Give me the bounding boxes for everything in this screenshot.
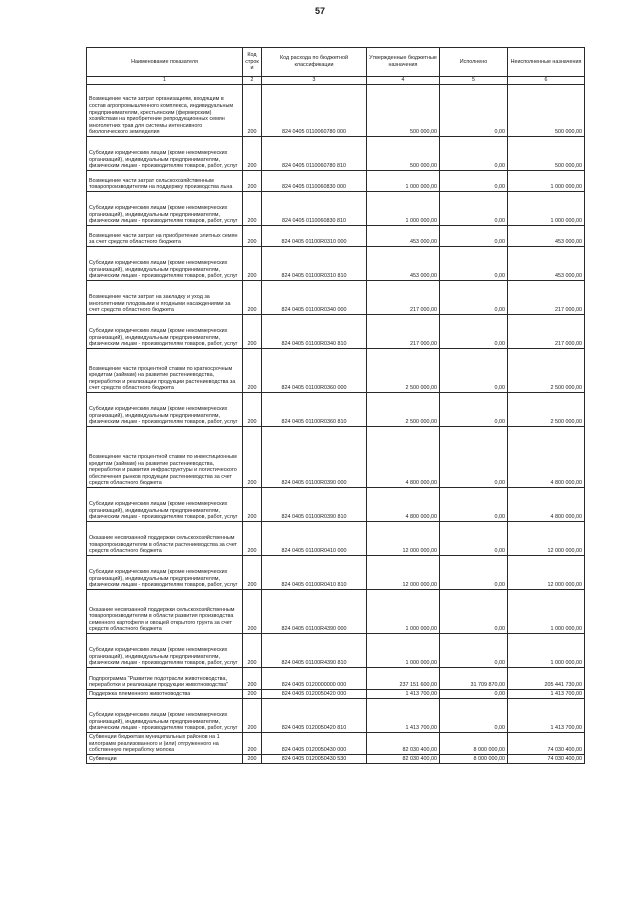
row-name: Возмещение части затрат организациям, входящим в состав агропромышленного комплекса, индивидуальным предпринимателям, крестьянским (фермерским) хозяйствам на приобретение репродукционных семян многолетних трав для системы интенсивного биологического земледелия xyxy=(87,85,243,137)
row-rest: 74 030 400,00 xyxy=(508,755,585,764)
table-row xyxy=(87,393,585,427)
row-budget-code: 824 0405 0110060830 810 xyxy=(262,192,367,226)
table-row xyxy=(87,192,585,226)
col-header-line: Код строк и xyxy=(243,48,262,77)
row-done: 0,00 xyxy=(440,427,508,488)
row-budget-code: 824 0405 0110060780 810 xyxy=(262,137,367,171)
row-name: Возмещение части затрат сельскохозяйственным товаропроизводителям на поддержку производства льна xyxy=(87,171,243,192)
row-approved: 217 000,00 xyxy=(367,281,440,315)
row-rest: 453 000,00 xyxy=(508,226,585,247)
table-row xyxy=(87,427,585,488)
table-row xyxy=(87,668,585,690)
table-row xyxy=(87,690,585,699)
row-line-code: 200 xyxy=(243,137,262,171)
row-name: Возмещение части процентной ставки по инвестиционным кредитам (займам) на развитие растениеводства, переработки и развития инфраструктуры и логистического обеспечения рынков продукции растениеводства за счет средств областного бюджета xyxy=(87,427,243,488)
row-approved: 217 000,00 xyxy=(367,315,440,349)
row-rest: 1 413 700,00 xyxy=(508,690,585,699)
row-budget-code: 824 0405 01100R0360 810 xyxy=(262,393,367,427)
row-line-code: 200 xyxy=(243,755,262,764)
row-budget-code: 824 0405 0120000000 000 xyxy=(262,668,367,690)
row-name: Субсидии юридическим лицам (кроме некоммерческих организаций), индивидуальным предпринимателям, физическим лицам - производителям товаров, работ, услуг xyxy=(87,556,243,590)
row-line-code: 200 xyxy=(243,427,262,488)
row-done: 8 000 000,00 xyxy=(440,755,508,764)
col-index: 1 xyxy=(87,77,243,85)
row-name: Субсидии юридическим лицам (кроме некоммерческих организаций), индивидуальным предпринимателям, физическим лицам - производителям товаров, работ, услуг xyxy=(87,315,243,349)
row-approved: 1 413 700,00 xyxy=(367,699,440,733)
row-name: Субвенции xyxy=(87,755,243,764)
row-budget-code: 824 0405 01100R0410 000 xyxy=(262,522,367,556)
table-row xyxy=(87,522,585,556)
row-line-code: 200 xyxy=(243,668,262,690)
row-line-code: 200 xyxy=(243,85,262,137)
row-approved: 500 000,00 xyxy=(367,85,440,137)
row-rest: 2 500 000,00 xyxy=(508,349,585,393)
row-approved: 12 000 000,00 xyxy=(367,522,440,556)
row-budget-code: 824 0405 01100R0390 000 xyxy=(262,427,367,488)
row-budget-code: 824 0405 0120050420 000 xyxy=(262,690,367,699)
row-line-code: 200 xyxy=(243,247,262,281)
row-name: Возмещение части затрат на приобретение элитных семян за счет средств областного бюджета xyxy=(87,226,243,247)
row-done: 0,00 xyxy=(440,488,508,522)
row-approved: 4 800 000,00 xyxy=(367,488,440,522)
row-line-code: 200 xyxy=(243,556,262,590)
col-index: 4 xyxy=(367,77,440,85)
row-approved: 2 500 000,00 xyxy=(367,349,440,393)
row-budget-code: 824 0405 01100R0360 000 xyxy=(262,349,367,393)
row-budget-code: 824 0405 01100R0310 810 xyxy=(262,247,367,281)
col-header-rest: Неисполненные назначения xyxy=(508,48,585,77)
row-budget-code: 824 0405 01100R0390 810 xyxy=(262,488,367,522)
row-name: Возмещение части процентной ставки по краткосрочным кредитам (займам) на развитие растениеводства, переработки и реализации продукции растениеводства за счет средств областного бюджета xyxy=(87,349,243,393)
row-line-code: 200 xyxy=(243,315,262,349)
row-budget-code: 824 0405 01100R4390 810 xyxy=(262,634,367,668)
row-rest: 1 413 700,00 xyxy=(508,699,585,733)
row-done: 0,00 xyxy=(440,349,508,393)
row-rest: 500 000,00 xyxy=(508,85,585,137)
row-done: 0,00 xyxy=(440,137,508,171)
row-line-code: 200 xyxy=(243,171,262,192)
row-budget-code: 824 0405 0110060830 000 xyxy=(262,171,367,192)
table-row xyxy=(87,137,585,171)
row-done: 0,00 xyxy=(440,192,508,226)
row-approved: 1 000 000,00 xyxy=(367,634,440,668)
budget-execution-table xyxy=(86,47,585,764)
row-name: Оказание несвязанной поддержки сельскохозяйственным товаропроизводителям в области развития производства семенного картофеля и овощей открытого грунта за счет средств областного бюджета xyxy=(87,590,243,634)
row-approved: 4 800 000,00 xyxy=(367,427,440,488)
row-budget-code: 824 0405 01100R4390 000 xyxy=(262,590,367,634)
row-budget-code: 824 0405 0120050430 530 xyxy=(262,755,367,764)
row-budget-code: 824 0405 0110060780 000 xyxy=(262,85,367,137)
row-done: 0,00 xyxy=(440,315,508,349)
row-done: 0,00 xyxy=(440,171,508,192)
col-index: 6 xyxy=(508,77,585,85)
row-line-code: 200 xyxy=(243,699,262,733)
row-approved: 1 413 700,00 xyxy=(367,690,440,699)
row-rest: 217 000,00 xyxy=(508,281,585,315)
row-name: Субсидии юридическим лицам (кроме некоммерческих организаций), индивидуальным предпринимателям, физическим лицам - производителям товаров, работ, услуг xyxy=(87,192,243,226)
row-done: 0,00 xyxy=(440,226,508,247)
row-rest: 205 441 730,00 xyxy=(508,668,585,690)
row-done: 0,00 xyxy=(440,699,508,733)
row-approved: 82 030 400,00 xyxy=(367,733,440,755)
row-name: Субсидии юридическим лицам (кроме некоммерческих организаций), индивидуальным предпринимателям, физическим лицам - производителям товаров, работ, услуг xyxy=(87,488,243,522)
table-row xyxy=(87,488,585,522)
row-budget-code: 824 0405 01100R0340 000 xyxy=(262,281,367,315)
row-name: Субсидии юридическим лицам (кроме некоммерческих организаций), индивидуальным предпринимателям, физическим лицам - производителям товаров, работ, услуг xyxy=(87,137,243,171)
row-done: 0,00 xyxy=(440,590,508,634)
row-name: Подпрограмма "Развитие подотрасли животноводства, переработки и реализации продукции животноводства" xyxy=(87,668,243,690)
row-approved: 453 000,00 xyxy=(367,226,440,247)
table-row xyxy=(87,699,585,733)
row-approved: 12 000 000,00 xyxy=(367,556,440,590)
row-done: 0,00 xyxy=(440,281,508,315)
col-index: 3 xyxy=(262,77,367,85)
row-line-code: 200 xyxy=(243,393,262,427)
col-header-name: Наименование показателя xyxy=(87,48,243,77)
row-done: 0,00 xyxy=(440,393,508,427)
row-rest: 453 000,00 xyxy=(508,247,585,281)
row-name: Субсидии юридическим лицам (кроме некоммерческих организаций), индивидуальным предпринимателям, физическим лицам - производителям товаров, работ, услуг xyxy=(87,393,243,427)
row-line-code: 200 xyxy=(243,522,262,556)
row-rest: 4 800 000,00 xyxy=(508,427,585,488)
row-rest: 74 030 400,00 xyxy=(508,733,585,755)
row-approved: 1 000 000,00 xyxy=(367,590,440,634)
col-header-approved: Утвержденные бюджетные назначения xyxy=(367,48,440,77)
row-line-code: 200 xyxy=(243,488,262,522)
row-name: Возмещение части затрат на закладку и уход за многолетними плодовыми и ягодными насаждениями за счет средств областного бюджета xyxy=(87,281,243,315)
row-rest: 12 000 000,00 xyxy=(508,556,585,590)
table-row xyxy=(87,634,585,668)
row-line-code: 200 xyxy=(243,690,262,699)
row-approved: 1 000 000,00 xyxy=(367,192,440,226)
row-name: Субвенции бюджетам муниципальных районов на 1 килограмм реализованного и (или) отгруженного на собственную переработку молока xyxy=(87,733,243,755)
table-row xyxy=(87,171,585,192)
table-body xyxy=(87,85,585,764)
row-line-code: 200 xyxy=(243,349,262,393)
col-index: 2 xyxy=(243,77,262,85)
table-row xyxy=(87,226,585,247)
table-row xyxy=(87,755,585,764)
row-line-code: 200 xyxy=(243,226,262,247)
row-done: 0,00 xyxy=(440,522,508,556)
row-rest: 1 000 000,00 xyxy=(508,634,585,668)
row-done: 0,00 xyxy=(440,690,508,699)
page-number: 57 xyxy=(314,6,325,16)
col-index: 5 xyxy=(440,77,508,85)
row-line-code: 200 xyxy=(243,733,262,755)
row-name: Субсидии юридическим лицам (кроме некоммерческих организаций), индивидуальным предпринимателям, физическим лицам - производителям товаров, работ, услуг xyxy=(87,699,243,733)
table-row xyxy=(87,349,585,393)
row-rest: 1 000 000,00 xyxy=(508,192,585,226)
row-done: 0,00 xyxy=(440,247,508,281)
row-line-code: 200 xyxy=(243,192,262,226)
row-budget-code: 824 0405 0120050420 810 xyxy=(262,699,367,733)
row-rest: 500 000,00 xyxy=(508,137,585,171)
table-row xyxy=(87,247,585,281)
row-line-code: 200 xyxy=(243,634,262,668)
row-done: 0,00 xyxy=(440,634,508,668)
table-row xyxy=(87,556,585,590)
table-row xyxy=(87,590,585,634)
col-header-done: Исполнено xyxy=(440,48,508,77)
table-row xyxy=(87,315,585,349)
header-row xyxy=(87,48,585,77)
row-line-code: 200 xyxy=(243,590,262,634)
row-budget-code: 824 0405 01100R0410 810 xyxy=(262,556,367,590)
row-rest: 4 800 000,00 xyxy=(508,488,585,522)
row-done: 8 000 000,00 xyxy=(440,733,508,755)
row-rest: 12 000 000,00 xyxy=(508,522,585,556)
row-approved: 1 000 000,00 xyxy=(367,171,440,192)
row-done: 0,00 xyxy=(440,556,508,590)
row-approved: 237 151 600,00 xyxy=(367,668,440,690)
col-header-code: Код расхода по бюджетной классификации xyxy=(262,48,367,77)
row-budget-code: 824 0405 01100R0340 810 xyxy=(262,315,367,349)
table-row xyxy=(87,85,585,137)
row-name: Субсидии юридическим лицам (кроме некоммерческих организаций), индивидуальным предпринимателям, физическим лицам - производителям товаров, работ, услуг xyxy=(87,247,243,281)
row-rest: 1 000 000,00 xyxy=(508,171,585,192)
row-done: 31 709 870,00 xyxy=(440,668,508,690)
table-row xyxy=(87,281,585,315)
row-budget-code: 824 0405 0120050430 000 xyxy=(262,733,367,755)
row-line-code: 200 xyxy=(243,281,262,315)
column-index-row xyxy=(87,77,585,85)
table-row xyxy=(87,733,585,755)
row-approved: 500 000,00 xyxy=(367,137,440,171)
row-rest: 1 000 000,00 xyxy=(508,590,585,634)
row-approved: 2 500 000,00 xyxy=(367,393,440,427)
row-budget-code: 824 0405 01100R0310 000 xyxy=(262,226,367,247)
row-done: 0,00 xyxy=(440,85,508,137)
row-name: Поддержка племенного животноводства xyxy=(87,690,243,699)
row-approved: 453 000,00 xyxy=(367,247,440,281)
row-rest: 217 000,00 xyxy=(508,315,585,349)
row-name: Субсидии юридическим лицам (кроме некоммерческих организаций), индивидуальным предпринимателям, физическим лицам - производителям товаров, работ, услуг xyxy=(87,634,243,668)
row-rest: 2 500 000,00 xyxy=(508,393,585,427)
row-approved: 82 030 400,00 xyxy=(367,755,440,764)
row-name: Оказание несвязанной поддержки сельскохозяйственным товаропроизводителям в области растениеводства за счет средств областного бюджета xyxy=(87,522,243,556)
